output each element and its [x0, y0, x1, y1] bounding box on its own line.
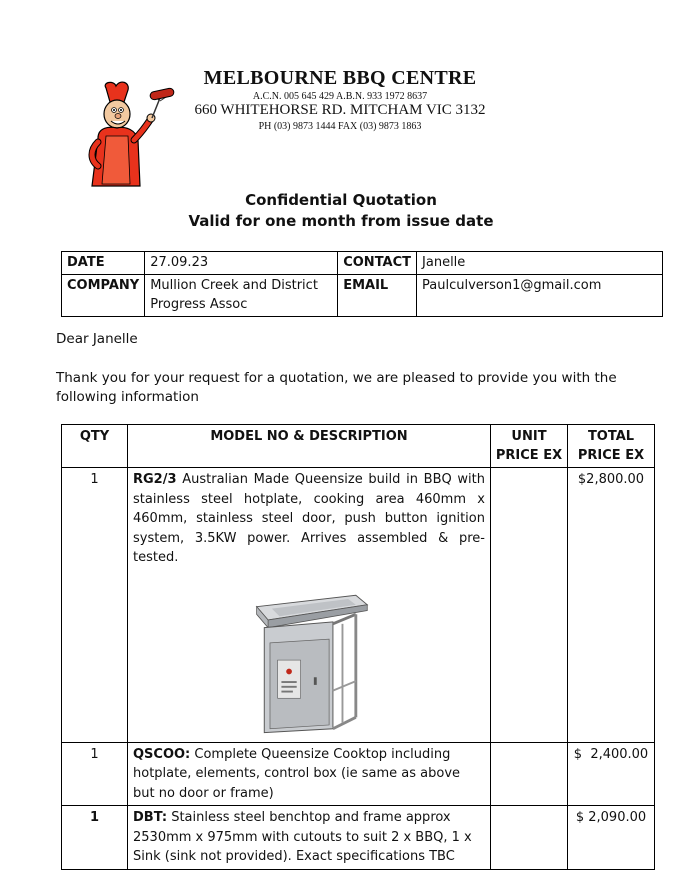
quote-info-table: [61, 251, 663, 317]
header-total-price-line1: TOTAL: [587, 429, 635, 444]
header-unit-price: [491, 425, 568, 468]
document-validity: Valid for one month from issue date: [188, 212, 494, 230]
company-value-line2: Progress Assoc: [150, 297, 248, 312]
company-acn-abn: A.C.N. 005 645 429 A.B.N. 933 1972 8637: [252, 91, 428, 102]
contact-value: Janelle: [417, 252, 663, 275]
date-value: 27.09.23: [145, 252, 338, 275]
row-total-price: $2,800.00: [568, 468, 655, 743]
bbq-unit-photo: [249, 584, 373, 740]
row-description: [128, 742, 491, 806]
row-description-text: Australian Made Queensize build in BBQ with stainless steel hotplate, cooking area 460mm x 460mm, stainless steel door, push button ignition system, 3.5KW power. Arrives assembled & pre-tested.: [133, 472, 485, 565]
company-value: [145, 275, 338, 317]
email-label: EMAIL: [338, 275, 417, 317]
company-address: 660 WHITEHORSE RD. MITCHAM VIC 3132: [194, 102, 486, 118]
table-row: [62, 806, 655, 870]
row-description-text: Complete Queensize Cooktop including hotplate, elements, control box (ie same as above but no door or frame): [133, 746, 461, 801]
info-row-company: [62, 275, 663, 317]
date-label: DATE: [62, 252, 145, 275]
header-description: MODEL NO & DESCRIPTION: [128, 425, 491, 468]
row-unit-price: [491, 468, 568, 743]
items-header-row: [62, 425, 655, 468]
table-row: [62, 468, 655, 743]
header-total-price: [568, 425, 655, 468]
row-unit-price: [491, 742, 568, 806]
info-row-date: [62, 252, 663, 275]
document-title: Confidential Quotation: [245, 191, 437, 209]
salutation: Dear Janelle: [56, 331, 138, 347]
email-value: Paulculverson1@gmail.com: [417, 275, 663, 317]
row-description: [128, 468, 491, 743]
row-description: [128, 806, 491, 870]
header-total-price-line2: PRICE EX: [577, 448, 645, 463]
row-qty: 1: [62, 806, 128, 870]
row-total-price: $ 2,400.00: [568, 742, 655, 806]
bbq-chef-mascot-logo: [84, 80, 176, 192]
row-unit-price: [491, 806, 568, 870]
company-label: COMPANY: [62, 275, 145, 317]
header-unit-price-line1: UNIT: [511, 429, 547, 444]
row-qty: 1: [62, 468, 128, 743]
intro-paragraph: Thank you for your request for a quotation, we are pleased to provide you with the following information: [56, 370, 617, 405]
contact-label: CONTACT: [338, 252, 417, 275]
table-row: [62, 742, 655, 806]
row-model: DBT:: [133, 810, 168, 825]
quote-items-table: [61, 424, 655, 870]
row-model: QSCOO:: [133, 746, 191, 762]
company-value-line1: Mullion Creek and District: [150, 278, 318, 293]
row-description-text: Stainless steel benchtop and frame approx 2530mm x 975mm with cutouts to suit 2 x BBQ, 1 x Sink (sink not provided). Exact specifications TBC: [133, 810, 472, 864]
header-qty: QTY: [62, 425, 128, 468]
row-qty: 1: [62, 742, 128, 806]
row-model: RG2/3: [133, 472, 177, 487]
company-name: MELBOURNE BBQ CENTRE: [203, 67, 477, 89]
header-unit-price-line2: PRICE EX: [495, 448, 563, 463]
company-phone-fax: PH (03) 9873 1444 FAX (03) 9873 1863: [258, 121, 422, 132]
row-total-price: $ 2,090.00: [568, 806, 655, 870]
